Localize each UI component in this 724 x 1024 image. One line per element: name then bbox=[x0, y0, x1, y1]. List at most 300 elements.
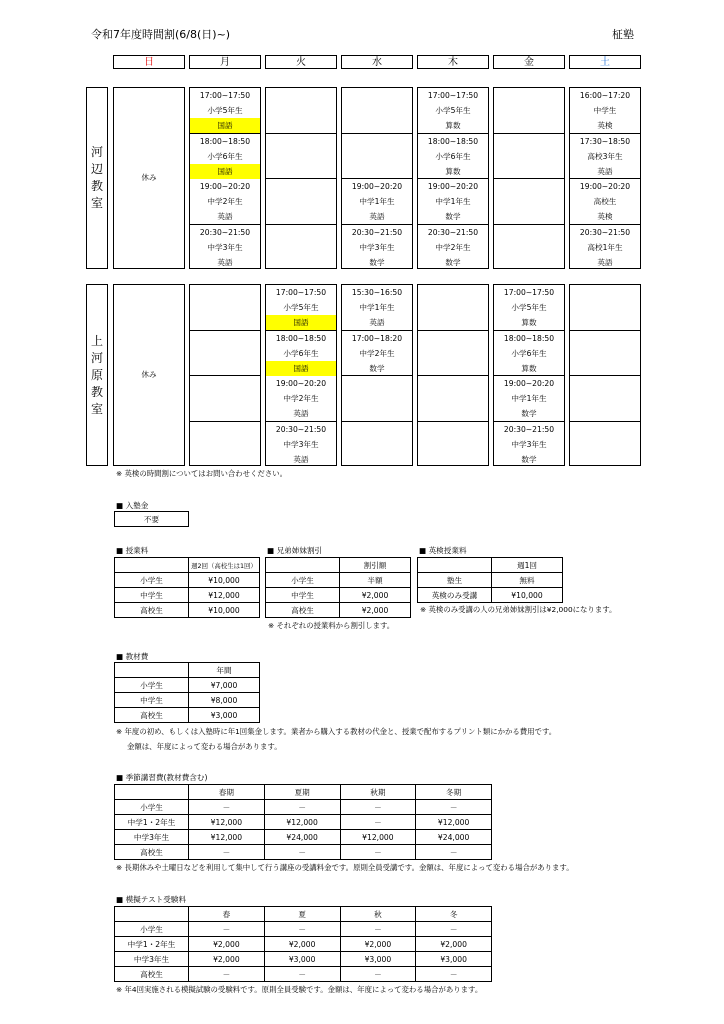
materials-col-header: 年間 bbox=[189, 663, 260, 678]
slot-time: 16:00~17:20 bbox=[579, 91, 631, 100]
time-slot bbox=[342, 422, 412, 468]
time-slot bbox=[266, 134, 336, 180]
classroom-char: 辺 bbox=[90, 162, 103, 176]
row-label: 小学生 bbox=[266, 573, 340, 588]
slot-grade bbox=[190, 346, 260, 361]
time-slot bbox=[190, 134, 260, 180]
time-slot bbox=[570, 134, 640, 180]
empty-cell bbox=[115, 785, 189, 800]
slot-subject: 英語 bbox=[597, 257, 613, 267]
slot-subject: 英語 bbox=[217, 257, 233, 267]
slot-time bbox=[570, 285, 640, 300]
slot-grade: 小学6年生 bbox=[207, 151, 243, 161]
time-slot bbox=[418, 331, 488, 377]
slot-grade bbox=[342, 437, 412, 452]
slot-time bbox=[570, 376, 640, 391]
slot-subject bbox=[570, 452, 640, 467]
row-label: 中学生 bbox=[266, 588, 340, 603]
classroom-char: 河 bbox=[90, 145, 103, 159]
slot-grade bbox=[494, 103, 564, 118]
row-label: 小学生 bbox=[115, 678, 189, 693]
sibling-col-header: 割引額 bbox=[340, 558, 411, 573]
row-label: 塾生 bbox=[418, 573, 492, 588]
col-header: 秋期 bbox=[340, 785, 416, 800]
slot-grade bbox=[418, 346, 488, 361]
schedule-column bbox=[493, 284, 565, 466]
slot-grade: 高校3年生 bbox=[587, 151, 623, 161]
schedule-column bbox=[341, 284, 413, 466]
time-slot bbox=[494, 376, 564, 422]
slot-grade: 中学2年生 bbox=[207, 197, 243, 206]
empty-cell bbox=[115, 907, 189, 922]
slot-time: 18:00~18:50 bbox=[199, 136, 251, 146]
slot-time bbox=[494, 179, 564, 194]
row-label: 高校生 bbox=[266, 603, 340, 618]
time-slot bbox=[418, 285, 488, 331]
time-slot bbox=[494, 179, 564, 225]
slot-time: 17:00~18:20 bbox=[351, 333, 403, 343]
row-label: 高校生 bbox=[115, 967, 189, 982]
time-slot bbox=[342, 134, 412, 180]
materials-value: ¥3,000 bbox=[189, 708, 260, 723]
slot-time bbox=[494, 225, 564, 240]
seasonal-heading: ■ 季節講習費(教材費含む) bbox=[116, 773, 208, 782]
slot-subject: 数学 bbox=[521, 409, 537, 418]
slot-grade: 中学2年生 bbox=[435, 242, 471, 252]
fee: － bbox=[189, 922, 265, 937]
fee: － bbox=[340, 922, 416, 937]
col-header: 夏 bbox=[264, 907, 340, 922]
schedule-column bbox=[341, 87, 413, 269]
eiken-heading: ■ 英検授業料 bbox=[419, 546, 467, 555]
slot-grade bbox=[266, 240, 336, 255]
slot-subject: 国語 bbox=[266, 315, 336, 330]
time-slot bbox=[190, 88, 260, 134]
slot-subject bbox=[190, 406, 260, 421]
sibling-note: ※ それぞれの授業料から割引します。 bbox=[268, 621, 395, 630]
rest-label: 休み bbox=[141, 370, 157, 379]
col-header: 冬期 bbox=[416, 785, 492, 800]
slot-subject bbox=[190, 361, 260, 376]
empty-cell bbox=[115, 558, 189, 573]
slot-grade bbox=[342, 391, 412, 406]
fee: ¥2,000 bbox=[340, 937, 416, 952]
slot-grade bbox=[342, 149, 412, 164]
time-slot bbox=[266, 285, 336, 331]
slot-grade: 高校1年生 bbox=[587, 242, 623, 252]
time-slot bbox=[190, 376, 260, 422]
classroom-char: 河 bbox=[90, 350, 103, 365]
fee: ¥2,000 bbox=[416, 937, 492, 952]
slot-subject bbox=[342, 406, 412, 421]
slot-time bbox=[418, 331, 488, 346]
fee: － bbox=[264, 967, 340, 982]
slot-subject bbox=[266, 209, 336, 224]
time-slot bbox=[190, 331, 260, 377]
slot-time bbox=[266, 225, 336, 240]
row-label: 中学1・2年生 bbox=[115, 937, 189, 952]
row-label: 高校生 bbox=[115, 708, 189, 723]
slot-subject: 国語 bbox=[190, 164, 260, 179]
slot-time: 19:00~20:20 bbox=[503, 379, 555, 388]
materials-note-1: ※ 年度の初め、もしくは入塾時に年1回集金します。業者から購入する教材の代金と、授業で配布するプリント類にかかる費用です。 bbox=[116, 727, 557, 736]
slot-grade bbox=[342, 103, 412, 118]
time-slot bbox=[570, 225, 640, 271]
row-label: 中学3年生 bbox=[115, 830, 189, 845]
fee: ¥12,000 bbox=[264, 815, 340, 830]
slot-subject: 国語 bbox=[190, 118, 260, 133]
slot-time: 18:00~18:50 bbox=[275, 333, 327, 343]
slot-subject bbox=[494, 209, 564, 224]
slot-subject: 英検 bbox=[597, 121, 613, 130]
school-name: 柾塾 bbox=[612, 28, 634, 41]
sibling-value: ¥2,000 bbox=[340, 588, 411, 603]
slot-time: 17:00~17:50 bbox=[275, 288, 327, 297]
slot-subject bbox=[418, 452, 488, 467]
day-header-sunday: 日 bbox=[113, 55, 185, 69]
slot-subject: 算数 bbox=[521, 363, 537, 373]
slot-time bbox=[570, 331, 640, 346]
mock-note: ※ 年4回実施される模擬試験の受験料です。原則全員受験です。金額は、年度によって変わる場合があります。 bbox=[116, 985, 483, 994]
slot-grade bbox=[190, 300, 260, 315]
col-header: 春期 bbox=[189, 785, 265, 800]
time-slot bbox=[266, 179, 336, 225]
slot-grade: 中学3年生 bbox=[283, 439, 319, 449]
materials-table bbox=[114, 662, 260, 723]
slot-subject: 数学 bbox=[369, 363, 385, 373]
fee: ¥2,000 bbox=[264, 937, 340, 952]
slot-subject bbox=[190, 452, 260, 467]
fee: ¥2,000 bbox=[189, 937, 265, 952]
row-label: 中学生 bbox=[115, 693, 189, 708]
mock-heading: ■ 模擬テスト受験料 bbox=[116, 895, 187, 904]
time-slot bbox=[494, 331, 564, 377]
schedule-column bbox=[265, 87, 337, 269]
row-label: 小学生 bbox=[115, 800, 189, 815]
empty-cell bbox=[115, 663, 189, 678]
time-slot bbox=[342, 88, 412, 134]
slot-subject bbox=[570, 315, 640, 330]
classroom-char: 原 bbox=[90, 367, 103, 382]
slot-subject: 数学 bbox=[445, 212, 461, 221]
row-label: 高校生 bbox=[115, 603, 189, 618]
fee: － bbox=[416, 922, 492, 937]
time-slot bbox=[342, 285, 412, 331]
day-header-thursday: 木 bbox=[417, 55, 489, 69]
time-slot bbox=[266, 225, 336, 271]
schedule-column bbox=[417, 87, 489, 269]
slot-grade: 中学3年生 bbox=[359, 242, 395, 252]
fee: ¥12,000 bbox=[340, 830, 416, 845]
tuition-heading: ■ 授業料 bbox=[116, 546, 149, 555]
schedule-note: ※ 英検の時間割についてはお問い合わせください。 bbox=[116, 469, 287, 478]
day-header-tuesday: 火 bbox=[265, 55, 337, 69]
fee: ¥2,000 bbox=[189, 952, 265, 967]
slot-time bbox=[190, 422, 260, 437]
row-label: 英検のみ受講 bbox=[418, 588, 492, 603]
slot-subject: 英語 bbox=[369, 318, 385, 327]
classroom-char: 室 bbox=[90, 401, 103, 416]
fee: ¥3,000 bbox=[340, 952, 416, 967]
day-header-monday: 月 bbox=[189, 55, 261, 69]
slot-time bbox=[494, 88, 564, 103]
empty-cell bbox=[418, 558, 492, 573]
row-label: 小学生 bbox=[115, 573, 189, 588]
time-slot bbox=[342, 179, 412, 225]
slot-time: 17:00~17:50 bbox=[503, 288, 555, 297]
admission-value: 不要 bbox=[115, 512, 189, 527]
fee: ¥12,000 bbox=[189, 815, 265, 830]
schedule-column bbox=[189, 284, 261, 466]
tuition-value: ¥12,000 bbox=[189, 588, 260, 603]
slot-time: 19:00~20:20 bbox=[427, 182, 479, 191]
slot-grade bbox=[570, 300, 640, 315]
slot-grade bbox=[570, 437, 640, 452]
admission-table bbox=[114, 511, 189, 527]
materials-heading: ■ 教材費 bbox=[116, 652, 149, 661]
slot-time bbox=[266, 88, 336, 103]
seasonal-table bbox=[114, 784, 492, 860]
slot-subject bbox=[494, 164, 564, 179]
slot-subject: 英語 bbox=[293, 409, 309, 418]
classroom-kamikawara-label bbox=[86, 284, 108, 466]
slot-grade bbox=[266, 149, 336, 164]
slot-subject bbox=[342, 452, 412, 467]
fee: － bbox=[189, 967, 265, 982]
slot-time bbox=[494, 134, 564, 149]
slot-subject bbox=[266, 164, 336, 179]
tuition-col-header: 週2回（高校生は1回） bbox=[189, 558, 260, 573]
slot-time: 15:30~16:50 bbox=[351, 288, 403, 297]
slot-time: 17:00~17:50 bbox=[199, 91, 251, 100]
tuition-table bbox=[114, 557, 260, 618]
slot-subject bbox=[418, 406, 488, 421]
fee: ¥12,000 bbox=[416, 815, 492, 830]
fee: ¥3,000 bbox=[416, 952, 492, 967]
fee: － bbox=[264, 845, 340, 860]
classroom-char: 上 bbox=[90, 333, 103, 348]
row-label: 高校生 bbox=[115, 845, 189, 860]
time-slot bbox=[418, 422, 488, 468]
slot-grade bbox=[418, 391, 488, 406]
slot-time: 18:00~18:50 bbox=[427, 136, 479, 146]
slot-grade: 中学3年生 bbox=[207, 242, 243, 252]
fee: ¥3,000 bbox=[264, 952, 340, 967]
slot-subject: 数学 bbox=[445, 257, 461, 267]
schedule-column bbox=[189, 87, 261, 269]
time-slot bbox=[266, 422, 336, 468]
slot-grade: 中学生 bbox=[593, 106, 617, 115]
slot-time: 20:30~21:50 bbox=[275, 424, 327, 434]
slot-time bbox=[342, 422, 412, 437]
fee: － bbox=[416, 800, 492, 815]
tuition-value: ¥10,000 bbox=[189, 603, 260, 618]
slot-time bbox=[342, 134, 412, 149]
slot-grade bbox=[570, 391, 640, 406]
slot-time bbox=[418, 285, 488, 300]
time-slot bbox=[570, 422, 640, 468]
slot-subject bbox=[342, 118, 412, 133]
classroom-char: 教 bbox=[90, 384, 103, 399]
slot-grade bbox=[418, 300, 488, 315]
fee: － bbox=[264, 800, 340, 815]
row-label: 中学生 bbox=[115, 588, 189, 603]
col-header: 夏期 bbox=[264, 785, 340, 800]
slot-time bbox=[342, 88, 412, 103]
slot-grade: 小学6年生 bbox=[435, 151, 471, 161]
admission-heading: ■ 入塾金 bbox=[116, 501, 149, 510]
eiken-table bbox=[417, 557, 563, 603]
time-slot bbox=[342, 225, 412, 271]
eiken-value: ¥10,000 bbox=[492, 588, 563, 603]
empty-cell bbox=[266, 558, 340, 573]
fee: － bbox=[416, 845, 492, 860]
slot-subject: 国語 bbox=[266, 361, 336, 376]
fee: － bbox=[340, 800, 416, 815]
slot-subject: 算数 bbox=[445, 121, 461, 130]
slot-grade: 高校生 bbox=[593, 197, 617, 206]
col-header: 春 bbox=[189, 907, 265, 922]
slot-grade: 中学1年生 bbox=[359, 303, 395, 312]
fee: ¥24,000 bbox=[264, 830, 340, 845]
time-slot bbox=[494, 285, 564, 331]
time-slot bbox=[570, 88, 640, 134]
slot-time bbox=[190, 285, 260, 300]
time-slot bbox=[494, 422, 564, 468]
time-slot bbox=[418, 376, 488, 422]
sibling-value: 半額 bbox=[340, 573, 411, 588]
slot-grade: 小学5年生 bbox=[283, 303, 319, 312]
slot-subject: 英検 bbox=[597, 212, 613, 221]
time-slot bbox=[190, 422, 260, 468]
slot-grade bbox=[570, 346, 640, 361]
row-label: 中学1・2年生 bbox=[115, 815, 189, 830]
time-slot bbox=[570, 376, 640, 422]
slot-time bbox=[418, 376, 488, 391]
time-slot bbox=[418, 134, 488, 180]
slot-time: 17:30~18:50 bbox=[579, 136, 631, 146]
slot-time: 17:00~17:50 bbox=[427, 91, 479, 100]
slot-grade: 中学1年生 bbox=[435, 197, 471, 206]
slot-subject bbox=[494, 118, 564, 133]
slot-grade: 中学1年生 bbox=[511, 394, 547, 403]
materials-value: ¥7,000 bbox=[189, 678, 260, 693]
time-slot bbox=[342, 331, 412, 377]
slot-time: 20:30~21:50 bbox=[427, 227, 479, 237]
slot-grade bbox=[418, 437, 488, 452]
classroom-char: 教 bbox=[90, 179, 103, 193]
col-header: 秋 bbox=[340, 907, 416, 922]
time-slot bbox=[418, 225, 488, 271]
slot-grade: 小学5年生 bbox=[435, 106, 471, 115]
row-label: 小学生 bbox=[115, 922, 189, 937]
slot-grade: 小学5年生 bbox=[207, 106, 243, 115]
time-slot bbox=[418, 179, 488, 225]
slot-time: 19:00~20:20 bbox=[351, 182, 403, 191]
kawabe-sunday-cell bbox=[113, 87, 185, 269]
classroom-char: 室 bbox=[90, 196, 103, 210]
page-title: 令和7年度時間割(6/8(日)~) bbox=[91, 28, 231, 41]
eiken-value: 無料 bbox=[492, 573, 563, 588]
slot-grade bbox=[494, 194, 564, 209]
slot-grade bbox=[494, 149, 564, 164]
slot-subject bbox=[418, 361, 488, 376]
slot-time: 19:00~20:20 bbox=[199, 182, 251, 191]
slot-grade: 小学6年生 bbox=[283, 348, 319, 358]
slot-grade: 中学2年生 bbox=[359, 348, 395, 358]
kamikawara-sunday-cell bbox=[113, 284, 185, 466]
mock-table bbox=[114, 906, 492, 982]
slot-grade bbox=[494, 240, 564, 255]
fee: － bbox=[189, 800, 265, 815]
fee: － bbox=[340, 967, 416, 982]
slot-time bbox=[418, 422, 488, 437]
slot-time bbox=[190, 376, 260, 391]
schedule-column bbox=[493, 87, 565, 269]
row-label: 中学3年生 bbox=[115, 952, 189, 967]
fee: ¥12,000 bbox=[189, 830, 265, 845]
slot-time: 18:00~18:50 bbox=[503, 333, 555, 343]
slot-grade bbox=[266, 103, 336, 118]
eiken-note: ※ 英検のみ受講の人の兄弟姉妹割引は¥2,000になります。 bbox=[420, 605, 617, 614]
slot-subject bbox=[570, 361, 640, 376]
slot-subject bbox=[342, 164, 412, 179]
slot-subject: 算数 bbox=[445, 166, 461, 176]
time-slot bbox=[266, 88, 336, 134]
slot-time bbox=[190, 331, 260, 346]
slot-time bbox=[266, 134, 336, 149]
time-slot bbox=[494, 134, 564, 180]
fee: － bbox=[416, 967, 492, 982]
time-slot bbox=[494, 225, 564, 271]
time-slot bbox=[190, 285, 260, 331]
schedule-column bbox=[417, 284, 489, 466]
slot-grade: 中学1年生 bbox=[359, 197, 395, 206]
slot-subject bbox=[266, 118, 336, 133]
time-slot bbox=[190, 179, 260, 225]
slot-time: 20:30~21:50 bbox=[199, 227, 251, 237]
schedule-column bbox=[265, 284, 337, 466]
slot-subject bbox=[494, 255, 564, 270]
slot-subject: 英語 bbox=[293, 454, 309, 464]
time-slot bbox=[190, 225, 260, 271]
fee: ¥24,000 bbox=[416, 830, 492, 845]
day-header-saturday: 土 bbox=[569, 55, 641, 69]
seasonal-note: ※ 長期休みや土曜日などを利用して集中して行う講座の受講料金です。原則全員受講です。金額は、年度によって変わる場合があります。 bbox=[116, 863, 574, 872]
time-slot bbox=[494, 88, 564, 134]
slot-time: 19:00~20:20 bbox=[275, 379, 327, 388]
slot-time: 19:00~20:20 bbox=[579, 182, 631, 191]
classroom-kawabe-label bbox=[86, 87, 108, 269]
sibling-table bbox=[265, 557, 411, 618]
slot-subject bbox=[266, 255, 336, 270]
time-slot bbox=[266, 376, 336, 422]
slot-subject bbox=[570, 406, 640, 421]
tuition-value: ¥10,000 bbox=[189, 573, 260, 588]
slot-grade bbox=[190, 437, 260, 452]
slot-grade: 中学3年生 bbox=[511, 439, 547, 449]
slot-time: 20:30~21:50 bbox=[579, 227, 631, 237]
slot-grade bbox=[190, 391, 260, 406]
slot-grade: 小学6年生 bbox=[511, 348, 547, 358]
schedule-column bbox=[569, 284, 641, 466]
sibling-value: ¥2,000 bbox=[340, 603, 411, 618]
time-slot bbox=[418, 88, 488, 134]
slot-grade bbox=[266, 194, 336, 209]
col-header: 冬 bbox=[416, 907, 492, 922]
slot-subject: 英語 bbox=[369, 212, 385, 221]
slot-time bbox=[570, 422, 640, 437]
